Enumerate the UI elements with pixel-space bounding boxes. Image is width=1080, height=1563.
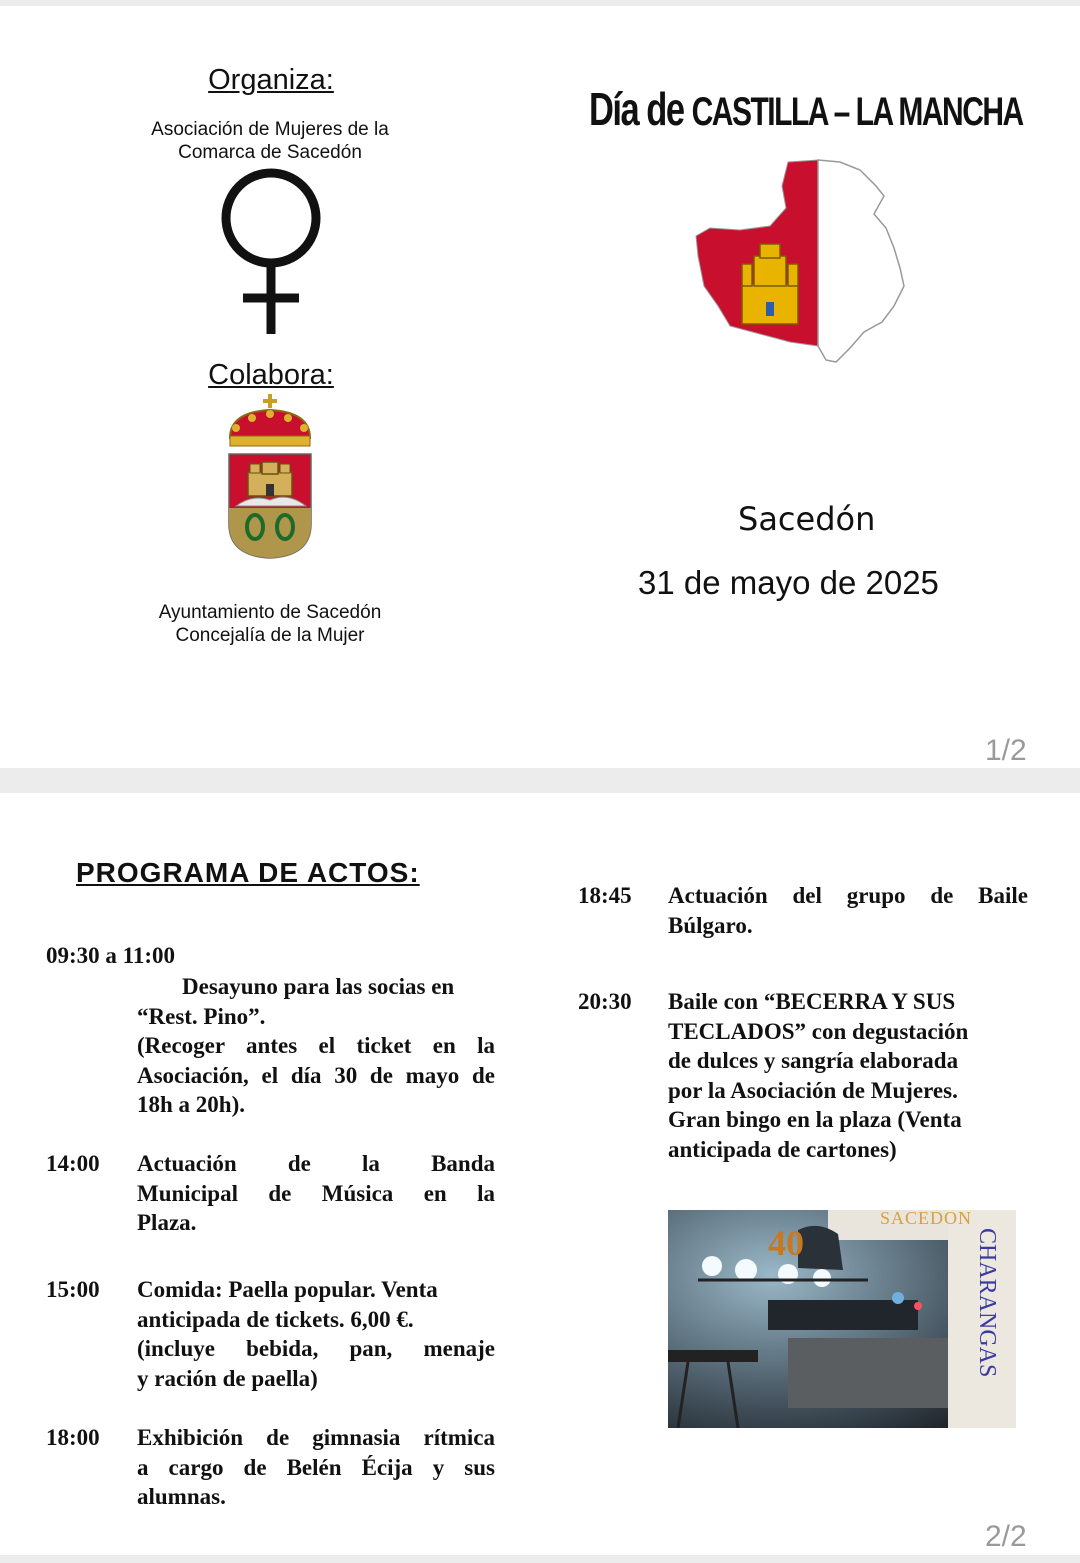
event-line: anticipada de tickets. 6,00 €. bbox=[137, 1306, 414, 1332]
event-description bbox=[137, 972, 495, 1120]
photo-banner-text: SACEDON bbox=[880, 1210, 973, 1228]
event-date: 31 de mayo de 2025 bbox=[638, 564, 939, 601]
event-description bbox=[137, 1423, 495, 1512]
event-line: (Recoger antes el ticket en la bbox=[137, 1033, 495, 1058]
event-description bbox=[668, 987, 1028, 1164]
organiza-heading: Organiza: bbox=[208, 64, 334, 96]
title-part-2: CASTILLA – LA MANCHA bbox=[691, 90, 1023, 134]
event-description bbox=[137, 1275, 495, 1393]
event-line: y ración de paella) bbox=[137, 1365, 318, 1391]
event-line: (incluye bebida, pan, menaje bbox=[137, 1336, 495, 1361]
event-line: Actuación del grupo de Baile bbox=[668, 883, 1028, 908]
page-1 bbox=[0, 6, 1080, 768]
event-description bbox=[137, 1149, 495, 1238]
female-symbol-icon bbox=[215, 166, 327, 341]
event-time: 15:00 bbox=[46, 1277, 100, 1302]
event-line: Exhibición de gimnasia rítmica bbox=[137, 1425, 495, 1450]
collaborator-line-1: Ayuntamiento de Sacedón bbox=[158, 602, 382, 623]
event-line: Municipal de Música en la bbox=[137, 1180, 495, 1206]
collaborator-line-2: Concejalía de la Mujer bbox=[175, 625, 365, 646]
event-line: por la Asociación de Mujeres. bbox=[668, 1077, 958, 1103]
event-line: Comida: Paella popular. Venta bbox=[137, 1277, 438, 1302]
event-line: 18h a 20h). bbox=[137, 1092, 245, 1117]
page-2 bbox=[0, 793, 1080, 1555]
event-time: 14:00 bbox=[46, 1151, 100, 1176]
event-line: Búlgaro. bbox=[668, 912, 753, 938]
event-description bbox=[668, 881, 1028, 940]
event-line: anticipada de cartones) bbox=[668, 1136, 897, 1162]
page-number: 1/2 bbox=[985, 734, 1027, 767]
event-line: Desayuno para las socias en bbox=[182, 974, 455, 999]
photo-number-text: 40 bbox=[768, 1223, 804, 1263]
castilla-la-mancha-map-icon bbox=[690, 156, 915, 371]
town-name: Sacedón bbox=[738, 500, 876, 538]
page-number: 2/2 bbox=[985, 1520, 1027, 1553]
event-line: TECLADOS” con degustación bbox=[668, 1018, 969, 1044]
event-line: Baile con “BECERRA Y SUS bbox=[668, 989, 956, 1014]
photo-side-text-wrap bbox=[974, 1228, 1004, 1428]
event-line: a cargo de Belén Écija y sus bbox=[137, 1454, 495, 1480]
event-time: 18:45 bbox=[578, 883, 632, 908]
event-line: Asociación, el día 30 de mayo de bbox=[137, 1062, 495, 1088]
event-line: de dulces y sangría elaborada bbox=[668, 1048, 959, 1073]
event-line: Actuación de la Banda bbox=[137, 1151, 495, 1176]
organizer-line-2: Comarca de Sacedón bbox=[178, 142, 362, 163]
event-line: “Rest. Pino”. bbox=[137, 1003, 266, 1029]
title-part-1: Día de bbox=[589, 83, 692, 135]
event-time: 09:30 a 11:00 bbox=[46, 943, 176, 968]
organizer-name bbox=[100, 118, 440, 164]
sacedon-coat-of-arms-icon bbox=[222, 394, 318, 559]
event-line: alumnas. bbox=[137, 1484, 226, 1509]
event-line: Plaza. bbox=[137, 1210, 197, 1235]
event-time: 18:00 bbox=[46, 1425, 100, 1450]
event-title bbox=[589, 82, 1023, 136]
band-photo bbox=[668, 1210, 1016, 1428]
event-line: Gran bingo en la plaza (Venta bbox=[668, 1107, 962, 1132]
organizer-line-1: Asociación de Mujeres de la bbox=[151, 119, 389, 140]
event-time: 20:30 bbox=[578, 989, 632, 1014]
program-title: PROGRAMA DE ACTOS: bbox=[76, 857, 420, 888]
band-photo-scene bbox=[668, 1210, 1016, 1428]
photo-side-text: CHARANGAS bbox=[974, 1228, 1000, 1378]
collaborator-name bbox=[100, 601, 440, 647]
colabora-heading: Colabora: bbox=[208, 359, 334, 391]
